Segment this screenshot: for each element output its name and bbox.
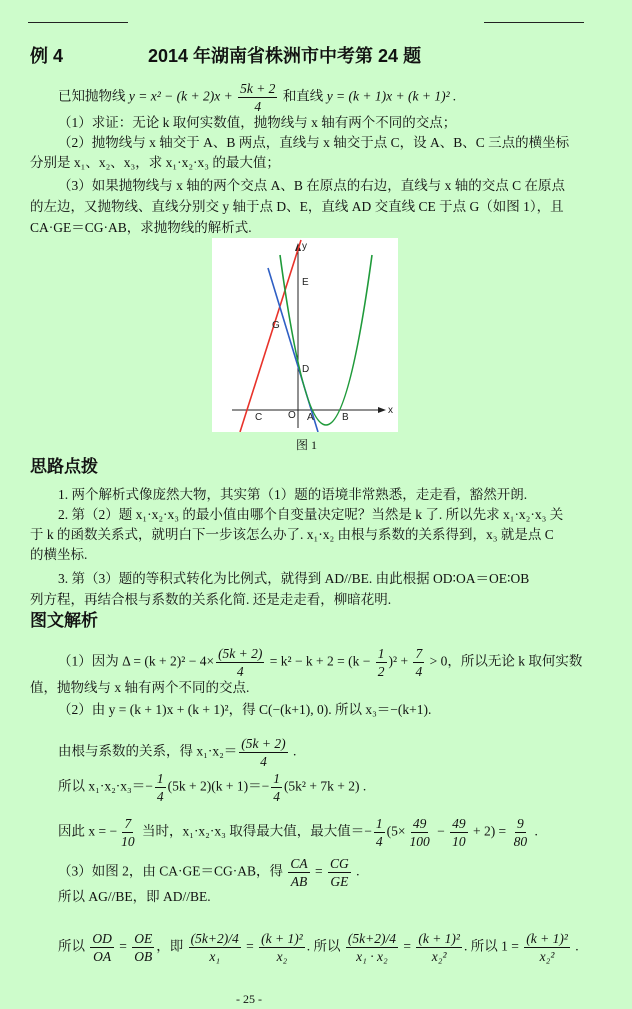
- numerator: 7: [415, 646, 423, 661]
- text: 因此 x = −: [58, 823, 118, 839]
- label-b: B: [342, 412, 349, 423]
- fraction: [376, 645, 387, 680]
- text: ，即: [156, 938, 187, 954]
- denominator: 10: [452, 834, 466, 849]
- solution-3: [58, 855, 360, 890]
- solution-2-max: [58, 815, 538, 850]
- text: + 2) =: [469, 823, 510, 839]
- line-ad: [268, 268, 318, 432]
- fraction: [524, 930, 570, 965]
- label-a: A: [307, 412, 314, 423]
- fraction: [271, 770, 282, 805]
- denominator: 4: [415, 664, 423, 679]
- numerator: 49: [452, 816, 466, 831]
- figure-caption: 图 1: [296, 438, 318, 452]
- text: 和直线: [279, 88, 327, 104]
- denominator: 4: [273, 789, 280, 804]
- hint-2-cont: 于 k 的函数关系式，就明白下一步该怎么办了. x₁·x₂ 由根与系数的关系得到，x₃ 就是点 C: [30, 527, 554, 542]
- numerator: 1: [377, 646, 385, 661]
- denominator: 4: [260, 754, 267, 769]
- text: 当时，x₁·x₂·x₃ 取得最大值，最大值＝−: [138, 823, 372, 839]
- solution-1-cont: 值，抛物线与 x 轴有两个不同的交点.: [30, 680, 250, 695]
- denominator: 10: [121, 834, 135, 849]
- fraction: [238, 80, 277, 115]
- question-3-cont2: CA·GE＝CG·AB，求抛物线的解析式.: [30, 220, 252, 235]
- header-rule-right: [484, 22, 584, 23]
- text: = k² − k + 2 = (k −: [266, 653, 374, 669]
- denominator: 80: [513, 834, 528, 849]
- numerator: (k + 1)²: [526, 931, 568, 946]
- denominator: OA: [93, 949, 112, 964]
- denominator: x₁ · x₂: [356, 949, 388, 964]
- denominator: AB: [290, 874, 308, 889]
- hint-3: 3. 第（3）题的等积式转化为比例式，就得到 AD//BE. 由此根据 OD∶OA＝OE∶OB: [58, 571, 530, 586]
- fraction: [239, 735, 287, 770]
- fraction: [416, 930, 462, 965]
- fraction: [450, 815, 468, 850]
- numerator: 1: [375, 816, 383, 831]
- fraction: [413, 645, 424, 680]
- text: 所以: [58, 938, 89, 954]
- hint-3-cont: 列方程，再结合根与系数的关系化简. 还是走走看，柳暗花明.: [30, 592, 392, 607]
- denominator: x₂²: [431, 949, 447, 964]
- denominator: GE: [330, 874, 349, 889]
- example-number: 例 4: [30, 46, 64, 66]
- problem-statement: [58, 80, 456, 115]
- question-3-cont: 的左边，又抛物线、直线分别交 y 轴于点 D、E，直线 AD 交直线 CE 于点 G（如图 1），且: [30, 199, 564, 214]
- denominator: 100: [409, 834, 430, 849]
- numerator: OD: [92, 931, 112, 946]
- text: .: [289, 743, 297, 759]
- text: （1）因为 Δ = (k + 2)² − 4×: [58, 653, 215, 669]
- text: =: [399, 938, 415, 954]
- x-axis-arrow: [378, 407, 386, 413]
- solution-heading: 图文解析: [30, 611, 98, 630]
- text: (5×: [386, 823, 406, 839]
- text: .: [571, 938, 579, 954]
- fraction: [374, 815, 385, 850]
- solution-2-vieta: [58, 735, 296, 770]
- denominator: 4: [375, 834, 383, 849]
- numerator: (k + 1)²: [261, 931, 303, 946]
- numerator: 1: [273, 771, 280, 786]
- numerator: (5k+2)/4: [347, 931, 396, 946]
- denominator: 4: [236, 664, 244, 679]
- text: =: [242, 938, 258, 954]
- hint-2: 2. 第（2）题 x₁·x₂·x₃ 的最小值由哪个自变量决定呢？当然是 k 了. 所以先求 x₁·x₂·x₃ 关: [58, 507, 564, 522]
- fraction: [90, 930, 114, 965]
- label-d: D: [302, 364, 310, 375]
- label-c: C: [255, 412, 263, 423]
- label-o: O: [288, 410, 296, 421]
- text: .: [531, 823, 538, 839]
- hint-1: 1. 两个解析式像庞然大物，其实第（1）题的语境非常熟悉，走走看，豁然开朗.: [58, 487, 528, 502]
- text: （3）如图 2，由 CA·GE＝CG·AB，得: [58, 863, 287, 879]
- text: 所以 x₁·x₂·x₃＝−: [58, 778, 153, 794]
- numerator: 5k + 2: [240, 81, 276, 96]
- fraction: [189, 930, 241, 965]
- fraction: [512, 815, 530, 850]
- question-3: （3）如果抛物线与 x 轴的两个交点 A、B 在原点的右边，直线与 x 轴的交点 C 在原点: [58, 178, 566, 193]
- label-e: E: [302, 277, 309, 288]
- denominator: x₂: [276, 949, 288, 964]
- hints-heading: 思路点拨: [30, 457, 98, 476]
- numerator: 7: [124, 816, 132, 831]
- numerator: 49: [412, 816, 427, 831]
- solution-3-parallel: 所以 AG//BE，即 AD//BE.: [58, 889, 211, 904]
- numerator: (k + 1)²: [418, 931, 460, 946]
- figure-1-graph: [212, 238, 398, 432]
- fraction: [132, 930, 154, 965]
- line-ce: [240, 240, 301, 432]
- parabola-equation: y = x² − (k + 2)x +: [128, 88, 237, 104]
- question-2-cont: 分别是 x₁、x₂、x₃，求 x₁·x₂·x₃ 的最大值；: [30, 155, 280, 170]
- numerator: (5k + 2): [241, 736, 286, 751]
- denominator: x₁: [209, 949, 221, 964]
- text: 由根与系数的关系，得 x₁·x₂＝: [58, 743, 238, 759]
- solution-2: （2）由 y = (k + 1)x + (k + 1)²，得 C(−(k+1), 0). 所以 x₃＝−(k+1).: [58, 702, 432, 717]
- fraction: [328, 855, 351, 890]
- text: > 0，所以无论 k 取何实数: [426, 653, 583, 669]
- text: (5k + 2)(k + 1)＝−: [167, 778, 270, 794]
- question-1: （1）求证：无论 k 取何实数值，抛物线与 x 轴有两个不同的交点；: [58, 115, 457, 130]
- text: (5k² + 7k + 2) .: [283, 778, 367, 794]
- hint-2-cont2: 的横坐标.: [30, 547, 88, 562]
- numerator: 9: [516, 816, 524, 831]
- numerator: CA: [290, 856, 308, 871]
- fraction: [259, 930, 305, 965]
- denominator: 4: [254, 99, 262, 114]
- line-equation: y = (k + 1)x + (k + 1)² .: [326, 88, 457, 104]
- fraction: [155, 770, 166, 805]
- denominator: 4: [156, 789, 164, 804]
- denominator: x₂²: [539, 949, 555, 964]
- numerator: CG: [330, 856, 349, 871]
- text: =: [311, 863, 327, 879]
- solution-3-ratio: [58, 930, 579, 965]
- text: −: [433, 823, 449, 839]
- solution-1: [58, 645, 582, 680]
- header-rule-left: [28, 22, 128, 23]
- fraction: [288, 855, 309, 890]
- text: =: [115, 938, 131, 954]
- denominator: OB: [134, 949, 153, 964]
- example-title: 2014 年湖南省株洲市中考第 24 题: [148, 46, 422, 66]
- numerator: 1: [156, 771, 164, 786]
- fraction: [119, 815, 137, 850]
- parabola: [280, 255, 372, 425]
- fraction: [407, 815, 431, 850]
- numerator: (5k+2)/4: [190, 931, 239, 946]
- numerator: (5k + 2): [218, 646, 263, 661]
- text: .: [352, 863, 360, 879]
- label-x: x: [388, 405, 393, 416]
- fraction: [216, 645, 264, 680]
- page-number: - 25 -: [236, 992, 262, 1006]
- label-y: y: [302, 241, 307, 252]
- denominator: 2: [377, 664, 385, 679]
- question-2: （2）抛物线与 x 轴交于 A、B 两点，直线与 x 轴交于点 C，设 A、B、C 三点的横坐标: [58, 135, 570, 150]
- text: . 所以: [306, 938, 344, 954]
- numerator: OE: [134, 931, 153, 946]
- text: )² +: [388, 653, 412, 669]
- label-g: G: [272, 320, 280, 331]
- fraction: [346, 930, 398, 965]
- text: 已知抛物线: [58, 88, 129, 104]
- text: . 所以 1 =: [463, 938, 523, 954]
- solution-2-product: [58, 770, 366, 805]
